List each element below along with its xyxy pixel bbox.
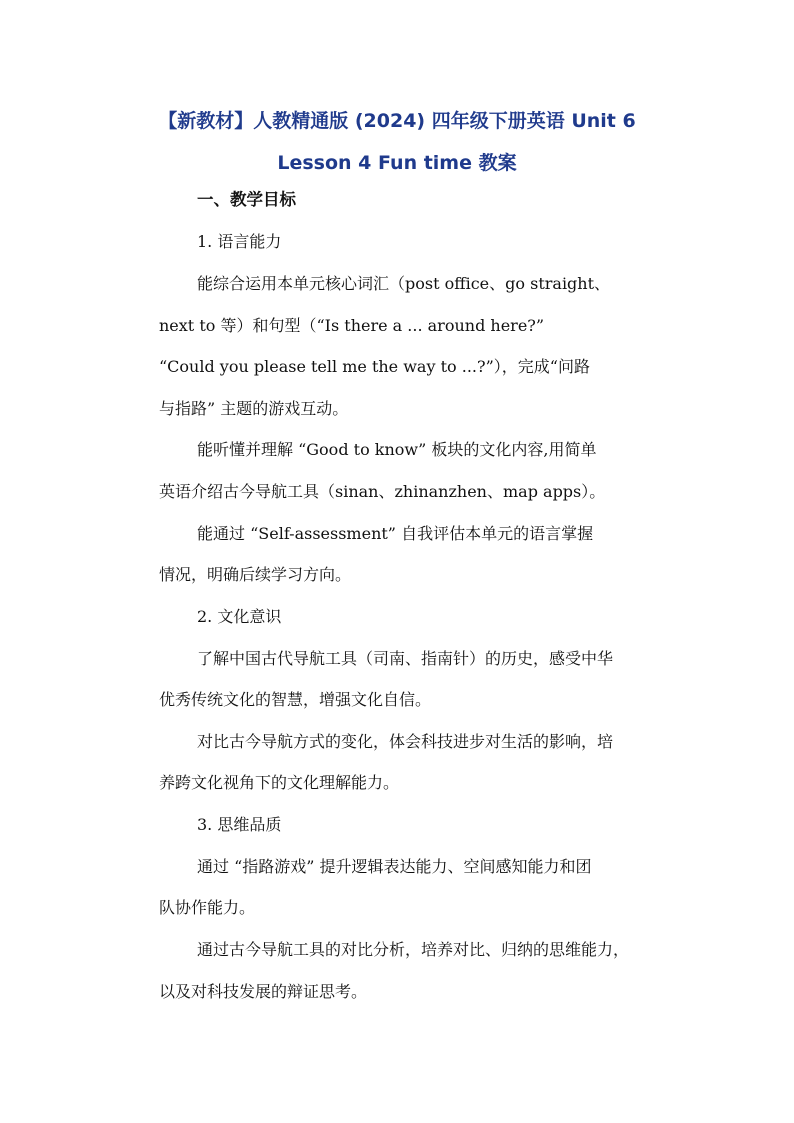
paragraph-line: 了解中国古代导航工具（司南、指南针）的历史，感受中华 [197,649,614,668]
paragraph-line: 优秀传统文化的智慧，增强文化自信。 [159,690,432,709]
paragraph-line: 通过 “指路游戏” 提升逻辑表达能力、空间感知能力和团 [197,857,592,876]
paragraph-line: 通过古今导航工具的对比分析，培养对比、归纳的思维能力， [197,940,630,959]
paragraph-line: 养跨文化视角下的文化理解能力。 [159,773,400,792]
paragraph-line: “Could you please tell me the way to ...?”），完成“问路 [159,357,590,376]
paragraph-line: 能综合运用本单元核心词汇（post office、go straight、 [197,274,611,293]
paragraph-line: 情况，明确后续学习方向。 [159,565,352,584]
paragraph-line: 能通过 “Self-assessment” 自我评估本单元的语言掌握 [197,524,594,543]
paragraph-line: 队协作能力。 [159,898,256,917]
document-title-line-1: 【新教材】人教精通版 (2024) 四年级下册英语 Unit 6 [158,110,636,132]
subheading-thinking-quality: 3. 思维品质 [197,815,282,834]
paragraph-line: 与指路” 主题的游戏互动。 [159,399,349,418]
subheading-cultural-awareness: 2. 文化意识 [197,607,282,626]
paragraph-line: 以及对科技发展的辩证思考。 [159,982,368,1001]
paragraph-line: 能听懂并理解 “Good to know” 板块的文化内容,用简单 [197,440,597,459]
subheading-language-ability: 1. 语言能力 [197,232,282,251]
document-title-line-2: Lesson 4 Fun time 教案 [277,152,517,174]
paragraph-line: next to 等）和句型（“Is there a ... around here?” [159,316,545,335]
paragraph-line: 英语介绍古今导航工具（sinan、zhinanzhen、map apps）。 [159,482,606,501]
section-heading-teaching-objectives: 一、教学目标 [197,190,296,209]
paragraph-line: 对比古今导航方式的变化，体会科技进步对生活的影响，培 [197,732,614,751]
